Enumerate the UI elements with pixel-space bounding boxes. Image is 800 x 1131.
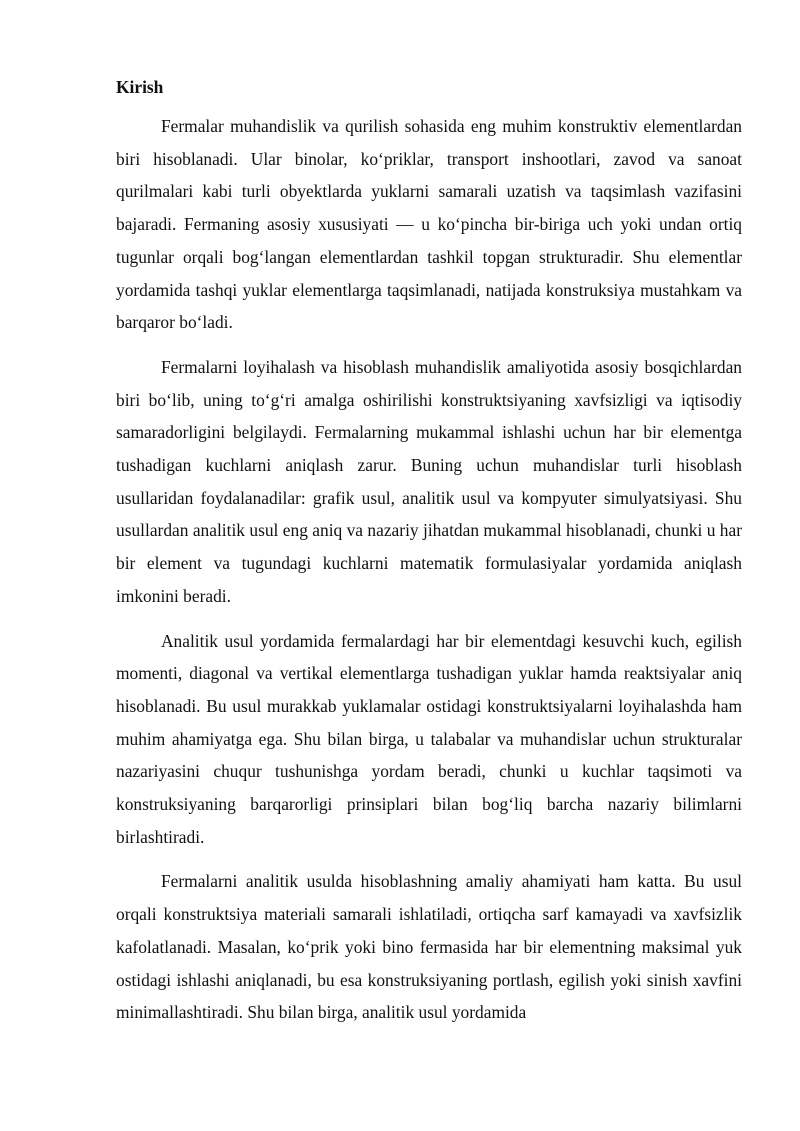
section-heading: Kirish (116, 77, 164, 97)
paragraph-4: Fermalarni analitik usulda hisoblashning amaliy ahamiyati ham katta. Bu usul orqali konstruktsiya materiali samarali ishlatiladi, ortiqcha sarf kamayadi va xavfsizlik kafolatlanadi. Masalan, ko‘prik yoki bino fermasida har bir elementning maksimal yuk ostidagi ishlashi aniqlanadi, bu esa konstruksiyaning portlash, egilish yoki sinish xavfini minimallashtiradi. Shu bilan birga, analitik usul yordamida (116, 871, 742, 1023)
paragraph-2: Fermalarni loyihalash va hisoblash muhandislik amaliyotida asosiy bosqichlardan biri bo‘lib, uning to‘g‘ri amalga oshirilishi konstruktsiyaning xavfsizligi va iqtisodiy samaradorligini belgilaydi. Fermalarning mukammal ishlashi uchun har bir elementga tushadigan kuchlarni aniqlash zarur. Buning uchun muhandislar turli hisoblash usullaridan foydalanadilar: grafik usul, analitik usul va kompyuter simulyatsiyasi. Shu usullardan analitik usul eng aniq va nazariy jihatdan mukammal hisoblanadi, chunki u har bir element va tugundagi kuchlarni matematik formulasiyalar yordamida aniqlash imkonini beradi. (116, 356, 742, 606)
document-page (116, 74, 742, 1041)
paragraph-3: Analitik usul yordamida fermalardagi har bir elementdagi kesuvchi kuch, egilish momenti, diagonal va vertikal elementlarga tushadigan yuklar hamda reaktsiyalar aniq hisoblanadi. Bu usul murakkab yuklamalar ostidagi konstruktsiyalarni loyihalashda ham muhim ahamiyatga ega. Shu bilan birga, u talabalar va muhandislar uchun strukturalar nazariyasini chuqur tushunishga yordam beradi, chunki u kuchlar taqsimoti va konstruksiyaning barqarorligi prinsiplari bilan bog‘liq barcha nazariy bilimlarni birlashtiradi. (116, 630, 742, 847)
paragraph-1: Fermalar muhandislik va qurilish sohasida eng muhim konstruktiv elementlardan biri hisoblanadi. Ular binolar, ko‘priklar, transport inshootlari, zavod va sanoat qurilmalari kabi turli obyektlarda yuklarni samarali uzatish va taqsimlash vazifasini bajaradi. Fermaning asosiy xususiyati — u ko‘pincha bir-biriga uch yoki undan ortiq tugunlar orqali bog‘langan elementlardan tashkil topgan strukturadir. Shu elementlar yordamida tashqi yuklar elementlarga taqsimlanadi, natijada konstruksiya mustahkam va barqaror bo‘ladi. (116, 116, 742, 333)
